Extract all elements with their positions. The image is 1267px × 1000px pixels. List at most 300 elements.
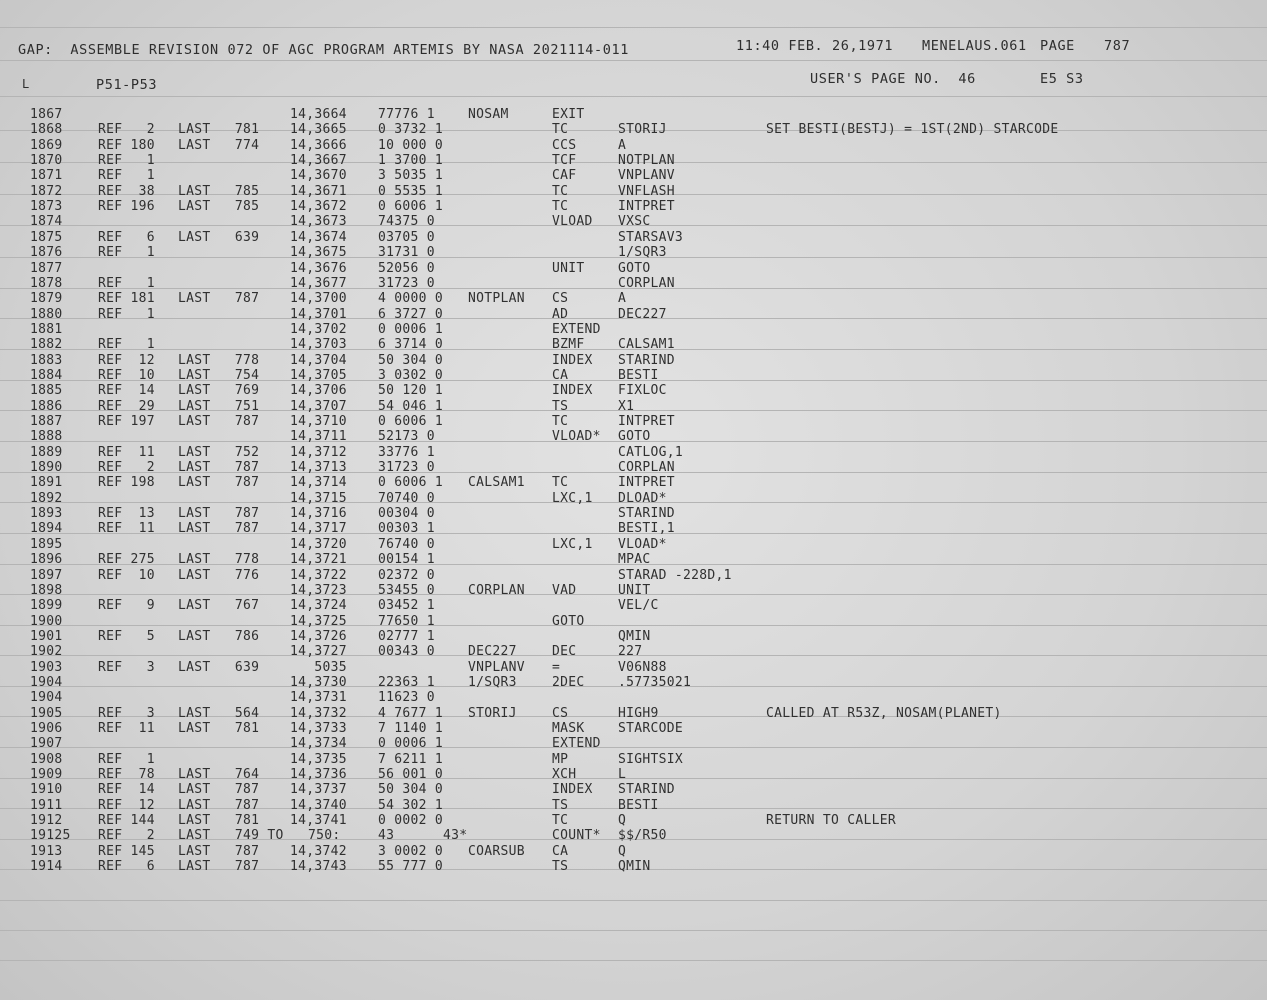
opcode: BZMF [552,337,585,353]
octal-word: 50 304 0 [378,352,444,368]
operand: QMIN [618,628,651,644]
opcode: MASK [552,721,585,736]
opcode: TC [552,813,569,829]
ref-count: REF 1 [98,275,155,291]
octal-word: 54 302 1 [378,797,444,813]
operand: $$/R50 [618,828,667,844]
line-number: 1867 [30,107,63,122]
last-ref: LAST 787 [178,797,260,813]
listing-row [0,429,1267,444]
last-ref: LAST 787 [178,460,260,476]
operand: CORPLAN [618,460,675,476]
octal-word: 0 0006 1 [378,736,444,752]
listing-row [0,353,1267,368]
operand: BESTI,1 [618,521,675,537]
listing-row [0,537,1267,552]
last-ref: LAST 787 [178,291,260,307]
operand: .57735021 [618,674,692,690]
octal-word: 50 120 1 [378,383,444,399]
line-number: 1882 [30,337,63,353]
address: 14,3726 [290,628,347,644]
listing-row [0,460,1267,475]
line-number: 1904 [30,674,63,690]
octal-word: 77776 1 [378,107,435,122]
opcode: CAF [552,168,577,184]
opcode: TC [552,475,569,491]
last-ref: LAST 787 [178,475,260,491]
listing-row [0,445,1267,460]
listing-row [0,629,1267,644]
listing-row [0,337,1267,352]
line-number: 19125 [30,828,71,844]
symbol-label: COARSUB [468,843,525,859]
listing-row [0,767,1267,782]
address: 5035 [290,659,347,675]
address: 14,3736 [290,767,347,783]
line-number: 1890 [30,460,63,476]
line-number: 1869 [30,137,63,153]
opcode: CS [552,291,569,307]
listing-row [0,475,1267,490]
operand: A [618,291,627,307]
listing-row [0,813,1267,828]
ref-count: REF 180 [98,137,155,153]
listing-row [0,414,1267,429]
last-ref: LAST 786 [178,628,260,644]
symbol-label: DEC227 [468,644,517,660]
address: 14,3721 [290,552,347,568]
users-page-suffix: E5 S3 [1040,71,1084,87]
last-ref: LAST 785 [178,199,260,215]
last-ref: LAST 778 [178,352,260,368]
address: 14,3676 [290,260,347,276]
listing-row [0,138,1267,153]
line-number: 1872 [30,183,63,199]
opcode: TC [552,122,569,138]
address: 14,3737 [290,782,347,798]
address: 14,3740 [290,797,347,813]
ref-count: REF 3 [98,659,155,675]
ref-count: REF 11 [98,721,155,736]
operand: DLOAD* [618,490,667,506]
operand: L [618,767,627,783]
address: 14,3722 [290,567,347,583]
ref-count: REF 12 [98,797,155,813]
address: 14,3707 [290,398,347,414]
listing-row [0,644,1267,659]
line-number: 1881 [30,321,63,337]
last-ref: LAST 787 [178,414,260,429]
listing-row [0,690,1267,705]
ref-count: REF 2 [98,122,155,138]
listing-row [0,752,1267,767]
line-number: 1892 [30,490,63,506]
address: 14,3712 [290,444,347,460]
operand: 227 [618,644,643,660]
operand: STARCODE [618,721,684,736]
line-number: 1905 [30,705,63,721]
line-number: 1868 [30,122,63,138]
last-ref: LAST 564 [178,705,260,721]
octal-word: 7 1140 1 [378,721,444,736]
address: 14,3723 [290,582,347,598]
line-number: 1913 [30,843,63,859]
octal-word: 3 0302 0 [378,367,444,383]
octal-word: 02777 1 [378,628,435,644]
operand: QMIN [618,859,651,875]
operand: 1/SQR3 [618,245,667,261]
line-number: 1885 [30,383,63,399]
opcode: AD [552,306,569,322]
octal-word: 22363 1 [378,674,435,690]
line-number: 1900 [30,613,63,629]
operand: STARAD -228D,1 [618,567,732,583]
line-number: 1889 [30,444,63,460]
octal-word: 0 3732 1 [378,122,444,138]
operand: VNPLANV [618,168,675,184]
ref-count: REF 275 [98,552,155,568]
address: 14,3673 [290,214,347,230]
listing-row [0,322,1267,337]
opcode: TS [552,797,569,813]
last-ref: LAST 781 [178,721,260,736]
symbol-label: 1/SQR3 [468,674,517,690]
opcode: = [552,659,561,675]
ref-count: REF 38 [98,183,155,199]
line-number: 1888 [30,429,63,445]
operand: VXSC [618,214,651,230]
octal-word: 00343 0 [378,644,435,660]
octal-word: 52173 0 [378,429,435,445]
symbol-label: STORIJ [468,705,517,721]
octal-word: 74375 0 [378,214,435,230]
line-number: 1903 [30,659,63,675]
ref-count: REF 6 [98,229,155,245]
line-number: 1883 [30,352,63,368]
operand: GOTO [618,429,651,445]
ref-count: REF 13 [98,506,155,522]
opcode: GOTO [552,613,585,629]
last-ref: LAST 787 [178,506,260,522]
opcode: VLOAD [552,214,593,230]
last-ref: LAST 778 [178,552,260,568]
opcode: EXIT [552,107,585,122]
rule-line [0,960,1267,961]
line-number: 1875 [30,229,63,245]
opcode: CA [552,367,569,383]
ref-count: REF 9 [98,598,155,614]
opcode: MP [552,751,569,767]
section-label: P51-P53 [96,77,158,93]
last-ref: LAST 774 [178,137,260,153]
address: 14,3716 [290,506,347,522]
last-ref: LAST 751 [178,398,260,414]
listing-row [0,276,1267,291]
last-ref: LAST 639 [178,229,260,245]
address: 14,3702 [290,321,347,337]
line-number: 1877 [30,260,63,276]
address: 14,3743 [290,859,347,875]
address: 14,3701 [290,306,347,322]
listing-row [0,598,1267,613]
address: 14,3713 [290,460,347,476]
address: 14,3727 [290,644,347,660]
address: 14,3664 [290,107,347,122]
last-ref: LAST 639 [178,659,260,675]
octal-word: 4 0000 0 [378,291,444,307]
opcode: TS [552,398,569,414]
symbol-label: NOSAM [468,107,509,122]
rule-line [0,930,1267,931]
listing-row [0,583,1267,598]
line-number: 1871 [30,168,63,184]
users-page-number: USER'S PAGE NO. 46 [810,71,976,87]
ref-count: REF 29 [98,398,155,414]
line-number: 1893 [30,506,63,522]
opcode: EXTEND [552,321,601,337]
octal-word: 0 5535 1 [378,183,444,199]
listing-row [0,399,1267,414]
opcode: CS [552,705,569,721]
operand: A [618,137,627,153]
line-number: 1908 [30,751,63,767]
operand: V06N88 [618,659,667,675]
operand: Q [618,813,627,829]
address: 14,3732 [290,705,347,721]
rule-line [0,96,1267,97]
address: 14,3734 [290,736,347,752]
octal-word: 03452 1 [378,598,435,614]
ref-count: REF 11 [98,521,155,537]
octal-word: 00303 1 [378,521,435,537]
opcode: UNIT [552,260,585,276]
listing-row [0,261,1267,276]
operand: CORPLAN [618,275,675,291]
listing-row [0,230,1267,245]
ref-count: REF 2 [98,460,155,476]
page-label: PAGE [1040,38,1075,54]
opcode: EXTEND [552,736,601,752]
address: 14,3720 [290,536,347,552]
ref-count: REF 5 [98,628,155,644]
ref-count: REF 196 [98,199,155,215]
opcode: INDEX [552,782,593,798]
address: 14,3725 [290,613,347,629]
symbol-label: NOTPLAN [468,291,525,307]
listing-row [0,184,1267,199]
ref-count: REF 1 [98,153,155,169]
last-ref: LAST 752 [178,444,260,460]
ref-count: REF 10 [98,567,155,583]
comment: RETURN TO CALLER [766,813,897,829]
listing-row [0,245,1267,260]
operand: UNIT [618,582,651,598]
ref-count: REF 181 [98,291,155,307]
rule-line [0,900,1267,901]
last-ref: LAST 787 [178,843,260,859]
listing-row [0,798,1267,813]
listing-row [0,383,1267,398]
listing-row [0,675,1267,690]
address: 14,3677 [290,275,347,291]
listing-row [0,307,1267,322]
operand: STARIND [618,506,675,522]
line-number: 1907 [30,736,63,752]
last-ref: LAST 754 [178,367,260,383]
address: 14,3741 [290,813,347,829]
address: 14,3706 [290,383,347,399]
ref-count: REF 12 [98,352,155,368]
last-ref: LAST 787 [178,521,260,537]
ref-count: REF 1 [98,751,155,767]
octal-word: 00304 0 [378,506,435,522]
address: 14,3704 [290,352,347,368]
ref-count: REF 197 [98,414,155,429]
octal-word: 6 3727 0 [378,306,444,322]
address: 14,3714 [290,475,347,491]
line-number: 1880 [30,306,63,322]
octal-word: 0 6006 1 [378,199,444,215]
opcode: VLOAD* [552,429,601,445]
ref-count: REF 145 [98,843,155,859]
ref-count: REF 6 [98,859,155,875]
listing-row [0,491,1267,506]
listing-row [0,736,1267,751]
listing-row [0,721,1267,736]
octal-word: 77650 1 [378,613,435,629]
print-timestamp: 11:40 FEB. 26,1971 [736,38,894,54]
ref-count: REF 11 [98,444,155,460]
listing-row [0,368,1267,383]
listing-row [0,552,1267,567]
last-ref: LAST 769 [178,383,260,399]
octal-word: 4 7677 1 [378,705,444,721]
octal-word: 00154 1 [378,552,435,568]
line-number: 1896 [30,552,63,568]
address: 14,3735 [290,751,347,767]
line-number: 1910 [30,782,63,798]
ref-count: REF 1 [98,245,155,261]
octal-word: 70740 0 [378,490,435,506]
line-number: 1897 [30,567,63,583]
operand: SIGHTSIX [618,751,684,767]
address: 14,3731 [290,690,347,706]
line-number: 1886 [30,398,63,414]
comment: SET BESTI(BESTJ) = 1ST(2ND) STARCODE [766,122,1059,138]
address: 14,3705 [290,367,347,383]
operand: GOTO [618,260,651,276]
ref-count: REF 14 [98,782,155,798]
opcode: LXC,1 [552,536,593,552]
ref-count: REF 1 [98,306,155,322]
page-number: 787 [1104,38,1131,54]
last-ref: LAST 764 [178,767,260,783]
last-ref: LAST 767 [178,598,260,614]
octal-word: 6 3714 0 [378,337,444,353]
octal-word: 55 777 0 [378,859,444,875]
octal-word: 0 0002 0 [378,813,444,829]
opcode: TC [552,183,569,199]
listing-row [0,660,1267,675]
listing-row [0,828,1267,843]
listing-row [0,782,1267,797]
line-number: 1902 [30,644,63,660]
ref-count: REF 144 [98,813,155,829]
line-number: 1911 [30,797,63,813]
operand: CATLOG,1 [618,444,684,460]
opcode: DEC [552,644,577,660]
listing-row [0,859,1267,874]
ref-count: REF 3 [98,705,155,721]
last-ref: LAST 781 [178,122,260,138]
listing-row [0,568,1267,583]
opcode: VAD [552,582,577,598]
opcode: CCS [552,137,577,153]
address: 14,3675 [290,245,347,261]
left-marker: L [22,77,30,91]
operand: VLOAD* [618,536,667,552]
operand: HIGH9 [618,705,659,721]
opcode: 2DEC [552,674,585,690]
operand: FIXLOC [618,383,667,399]
octal-word: 0 6006 1 [378,475,444,491]
user-id: MENELAUS.061 [922,38,1027,54]
address: 14,3666 [290,137,347,153]
operand: X1 [618,398,635,414]
listing-row [0,122,1267,137]
line-number: 1891 [30,475,63,491]
rule-line [0,60,1267,61]
address: 14,3730 [290,674,347,690]
line-number: 1884 [30,367,63,383]
octal-word: 50 304 0 [378,782,444,798]
octal-word: 10 000 0 [378,137,444,153]
opcode: TCF [552,153,577,169]
comment: CALLED AT R53Z, NOSAM(PLANET) [766,705,1002,721]
operand: NOTPLAN [618,153,675,169]
line-number: 1898 [30,582,63,598]
listing-row [0,168,1267,183]
listing-row [0,199,1267,214]
last-ref: LAST 781 [178,813,260,829]
listing-row [0,291,1267,306]
listing-row [0,844,1267,859]
operand: STORIJ [618,122,667,138]
address: 14,3717 [290,521,347,537]
ref-count: REF 78 [98,767,155,783]
line-number: 1895 [30,536,63,552]
listing-row [0,521,1267,536]
octal-word: 3 0002 0 [378,843,444,859]
operand: STARSAV3 [618,229,684,245]
octal-word: 43 43* [378,828,468,844]
line-number: 1873 [30,199,63,215]
last-ref: LAST 749 TO 750: [178,828,341,844]
ref-count: REF 2 [98,828,155,844]
line-number: 1904 [30,690,63,706]
listing-row [0,706,1267,721]
opcode: TS [552,859,569,875]
operand: Q [618,843,627,859]
listing-row [0,214,1267,229]
listing-row [0,153,1267,168]
line-number: 1879 [30,291,63,307]
operand: INTPRET [618,199,675,215]
line-number: 1906 [30,721,63,736]
address: 14,3715 [290,490,347,506]
address: 14,3674 [290,229,347,245]
octal-word: 31723 0 [378,460,435,476]
